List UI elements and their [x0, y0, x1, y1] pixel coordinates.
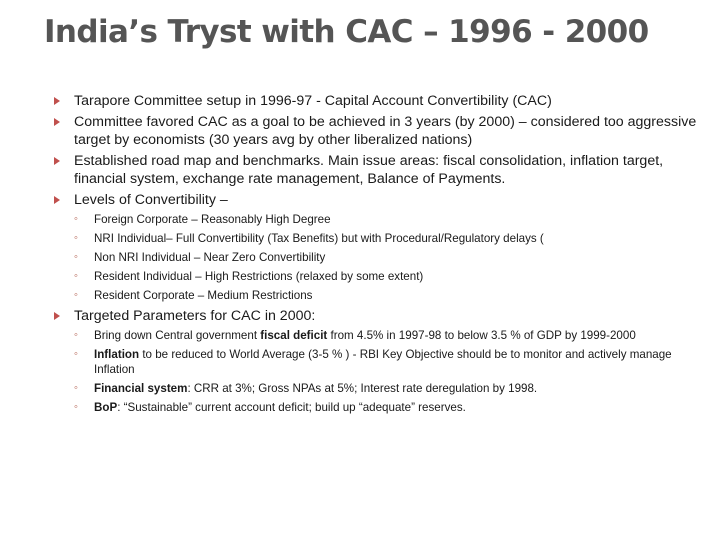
- circle-bullet-icon: ◦: [74, 232, 78, 244]
- sub-bullet-item: [54, 212, 714, 227]
- bullet-text: Established road map and benchmarks. Main issue areas: fiscal consolidation, inflation target, financial system, exchange rate management, Balance of Payments.: [74, 153, 664, 187]
- sub-bullet-text: Foreign Corporate – Reasonably High Degree: [94, 213, 331, 226]
- arrow-bullet-icon: [54, 312, 60, 320]
- text-run: Bring down Central government: [94, 329, 261, 342]
- circle-bullet-icon: ◦: [74, 382, 78, 394]
- bullet-item: [54, 92, 714, 110]
- sub-bullet-item: [54, 328, 714, 343]
- bullet-item: [54, 307, 714, 325]
- circle-bullet-icon: ◦: [74, 401, 78, 413]
- bold-term: Financial system: [94, 382, 188, 395]
- circle-bullet-icon: ◦: [74, 251, 78, 263]
- arrow-bullet-icon: [54, 157, 60, 165]
- text-run: from 4.5% in 1997-98 to below 3.5 % of GDP by 1999-2000: [327, 329, 636, 342]
- arrow-bullet-icon: [54, 118, 60, 126]
- page-title: India’s Tryst with CAC – 1996 - 2000: [44, 14, 649, 50]
- sub-bullet-text: [94, 401, 466, 414]
- bullet-text: Tarapore Committee setup in 1996-97 - Capital Account Convertibility (CAC): [74, 93, 552, 109]
- arrow-bullet-icon: [54, 196, 60, 204]
- sub-bullet-item: [54, 250, 714, 265]
- circle-bullet-icon: ◦: [74, 213, 78, 225]
- sub-bullet-item: [54, 400, 714, 415]
- sub-bullet-text: Non NRI Individual – Near Zero Convertibility: [94, 251, 326, 264]
- sub-bullet-text: [94, 348, 672, 376]
- sub-bullet-text: [94, 382, 537, 395]
- circle-bullet-icon: ◦: [74, 348, 78, 360]
- circle-bullet-icon: ◦: [74, 289, 78, 301]
- bullet-item: [54, 191, 714, 209]
- text-run: : “Sustainable” current account deficit; build up “adequate” reserves.: [117, 401, 466, 414]
- bullet-list: [54, 92, 714, 419]
- sub-bullet-text: NRI Individual– Full Convertibility (Tax Benefits) but with Procedural/Regulatory delays (: [94, 232, 544, 245]
- bullet-text: Levels of Convertibility –: [74, 192, 228, 208]
- sub-bullet-text: Resident Corporate – Medium Restrictions: [94, 289, 313, 302]
- circle-bullet-icon: ◦: [74, 270, 78, 282]
- sub-bullet-text: [94, 329, 636, 342]
- bold-term: fiscal deficit: [260, 329, 328, 342]
- sub-bullet-item: [54, 381, 714, 396]
- bullet-text: Committee favored CAC as a goal to be achieved in 3 years (by 2000) – considered too aggressive target by economists (30 years avg by other liberalized nations): [74, 114, 697, 148]
- text-run: : CRR at 3%; Gross NPAs at 5%; Interest rate deregulation by 1998.: [187, 382, 538, 395]
- sub-bullet-item: [54, 231, 714, 246]
- bold-term: Inflation: [94, 348, 140, 361]
- sub-bullet-text: Resident Individual – High Restrictions (relaxed by some extent): [94, 270, 424, 283]
- circle-bullet-icon: ◦: [74, 329, 78, 341]
- sub-bullet-item: [54, 347, 714, 377]
- bullet-text: Targeted Parameters for CAC in 2000:: [74, 308, 316, 324]
- arrow-bullet-icon: [54, 97, 60, 105]
- sub-bullet-item: [54, 288, 714, 303]
- bullet-item: [54, 152, 714, 188]
- bullet-item: [54, 113, 714, 149]
- text-run: to be reduced to World Average (3-5 % ) - RBI Key Objective should be to monitor and actively manage Inflation: [94, 348, 672, 376]
- sub-bullet-item: [54, 269, 714, 284]
- bold-term: BoP: [94, 401, 118, 414]
